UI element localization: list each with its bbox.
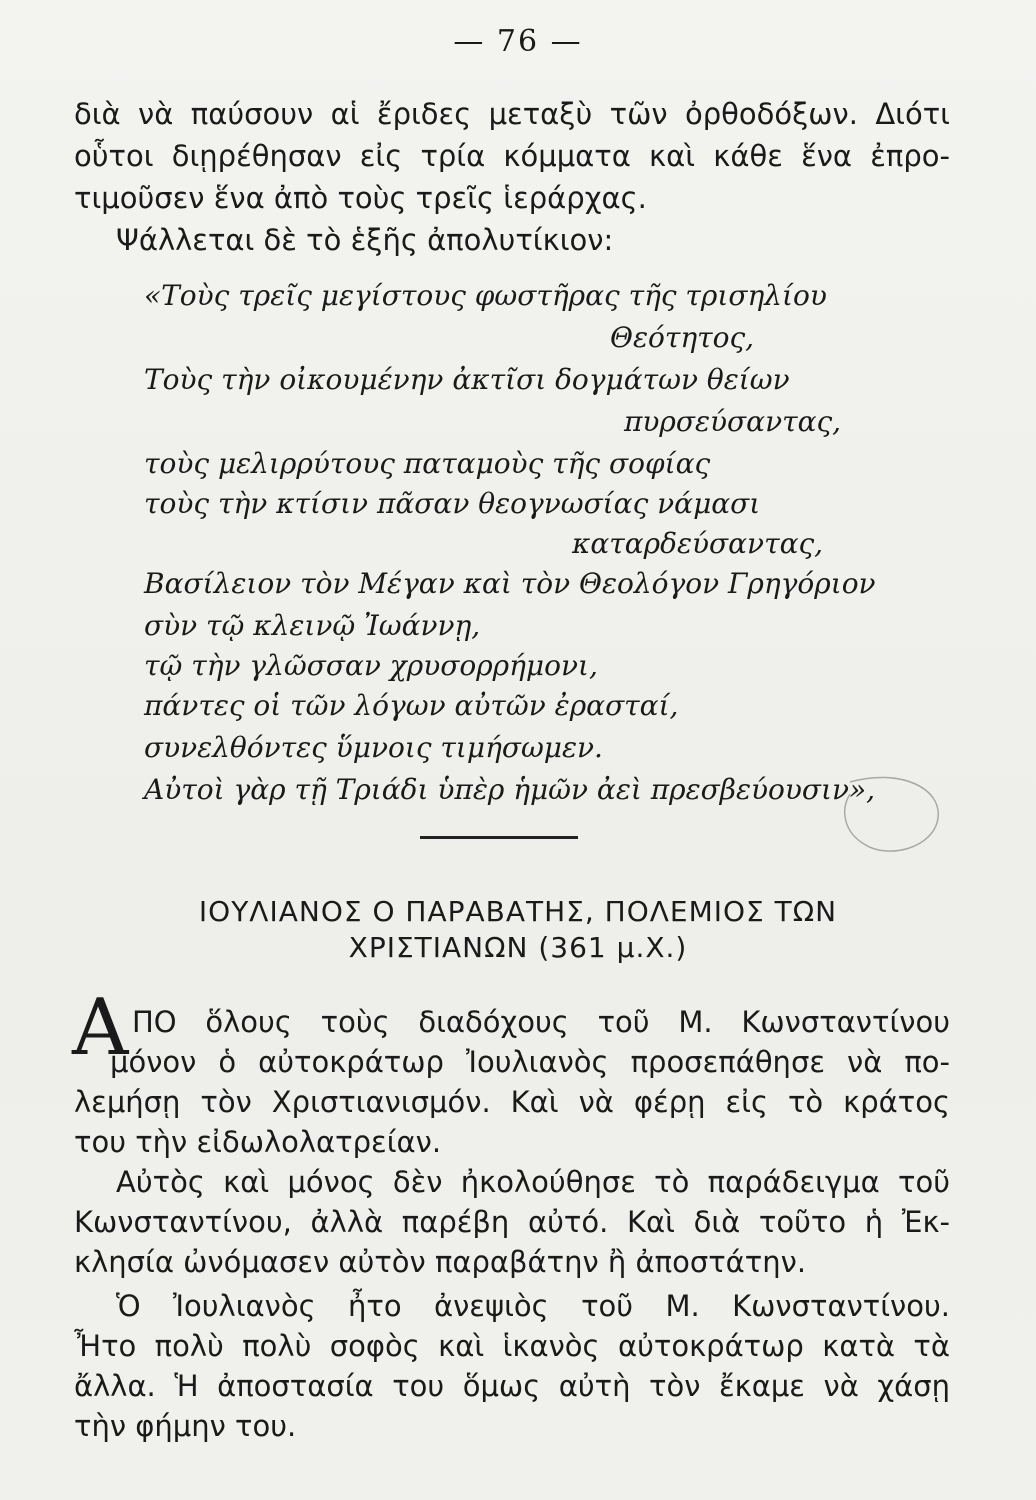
intro-line: τιμοῦσεν ἕνα ἀπὸ τοὺς τρεῖς ἱεράρχας. (74, 181, 647, 215)
hymn-line: «Τοὺς τρεῖς μεγίστους φωστῆρας τῆς τρισηλίου (144, 279, 827, 312)
body-line: Κωνσταντίνου, ἀλλὰ παρέβη αὐτό. Καὶ διὰ τοῦτο ἡ Ἐκ- (74, 1205, 950, 1239)
hymn-line: τοὺς τὴν κτίσιν πᾶσαν θεογνωσίας νάμασι (144, 487, 761, 520)
hymn-line: καταρδεύσαντας, (572, 527, 824, 560)
body-line: ἄλλα. Ἡ ἀποστασία του ὅμως αὐτὴ τὸν ἔκαμε νὰ χάσῃ (74, 1369, 950, 1403)
intro-line: διὰ νὰ παύσουν αἱ ἔριδες μεταξὺ τῶν ὀρθοδόξων. Διότι (74, 97, 950, 131)
hymn-line: τῷ τὴν γλῶσσαν χρυσορρήμονι, (144, 649, 598, 682)
hymn-line: πάντες οἱ τῶν λόγων αὐτῶν ἐρασταί, (144, 689, 679, 722)
body-line: Ἦτο πολὺ πολὺ σοφὸς καὶ ἱκανὸς αὐτοκράτωρ κατὰ τὰ (74, 1329, 950, 1363)
hymn-line: πυρσεύσαντας, (624, 405, 842, 438)
section-title: ΙΟΥΛΙΑΝΟΣ Ο ΠΑΡΑΒΑΤΗΣ, ΠΟΛΕΜΙΟΣ ΤΩΝ (198, 895, 838, 928)
page-number: — 76 — (453, 24, 583, 59)
hymn-line: σὺν τῷ κλεινῷ Ἰωάννῃ, (144, 609, 481, 642)
body-line: μόνον ὁ αὐτοκράτωρ Ἰουλιανὸς προσεπάθησε νὰ πο- (110, 1045, 950, 1079)
section-title-continued: ΧΡΙΣΤΙΑΝΩΝ (361 μ.Χ.) (348, 931, 688, 964)
hymn-line: τοὺς μελιρρύτους παταμοὺς τῆς σοφίας (144, 447, 711, 480)
hymn-line: Τοὺς τὴν οἰκουμένην ἀκτῖσι δογμάτων θείων (144, 363, 790, 396)
drop-cap: Α (72, 983, 129, 1073)
hymn-line: Αὐτοὶ γὰρ τῇ Τριάδι ὑπὲρ ἡμῶν ἀεὶ πρεσβεύουσιν», (144, 773, 876, 806)
section-divider (420, 836, 578, 839)
hymn-line: Θεότητος, (610, 321, 755, 354)
intro-line: οὗτοι διῃρέθησαν εἰς τρία κόμματα καὶ κάθε ἕνα ἐπρο- (74, 139, 950, 173)
body-line: ΠΟ ὅλους τοὺς διαδόχους τοῦ Μ. Κωνσταντίνου (132, 1005, 950, 1039)
body-line: λεμήσῃ τὸν Χριστιανισμόν. Καὶ νὰ φέρῃ εἰς τὸ κράτος (74, 1085, 950, 1119)
body-line: του τὴν εἰδωλολατρείαν. (74, 1125, 442, 1159)
body-line: Ὁ Ἰουλιανὸς ἦτο ἀνεψιὸς τοῦ Μ. Κωνσταντίνου. (116, 1289, 950, 1323)
hymn-line: συνελθόντες ὕμνοις τιμήσωμεν. (144, 731, 603, 764)
pencil-circle-mark (830, 770, 950, 860)
body-line: Αὐτὸς καὶ μόνος δὲν ἠκολούθησε τὸ παράδειγμα τοῦ (116, 1165, 950, 1199)
hymn-line: Βασίλειον τὸν Μέγαν καὶ τὸν Θεολόγον Γρηγόριον (144, 567, 876, 600)
body-line: κλησία ὠνόμασεν αὐτὸν παραβάτην ἢ ἀποστάτην. (74, 1245, 807, 1279)
body-line: τὴν φήμην του. (74, 1409, 297, 1443)
intro-line: Ψάλλεται δὲ τὸ ἑξῆς ἀπολυτίκιον: (116, 223, 614, 257)
